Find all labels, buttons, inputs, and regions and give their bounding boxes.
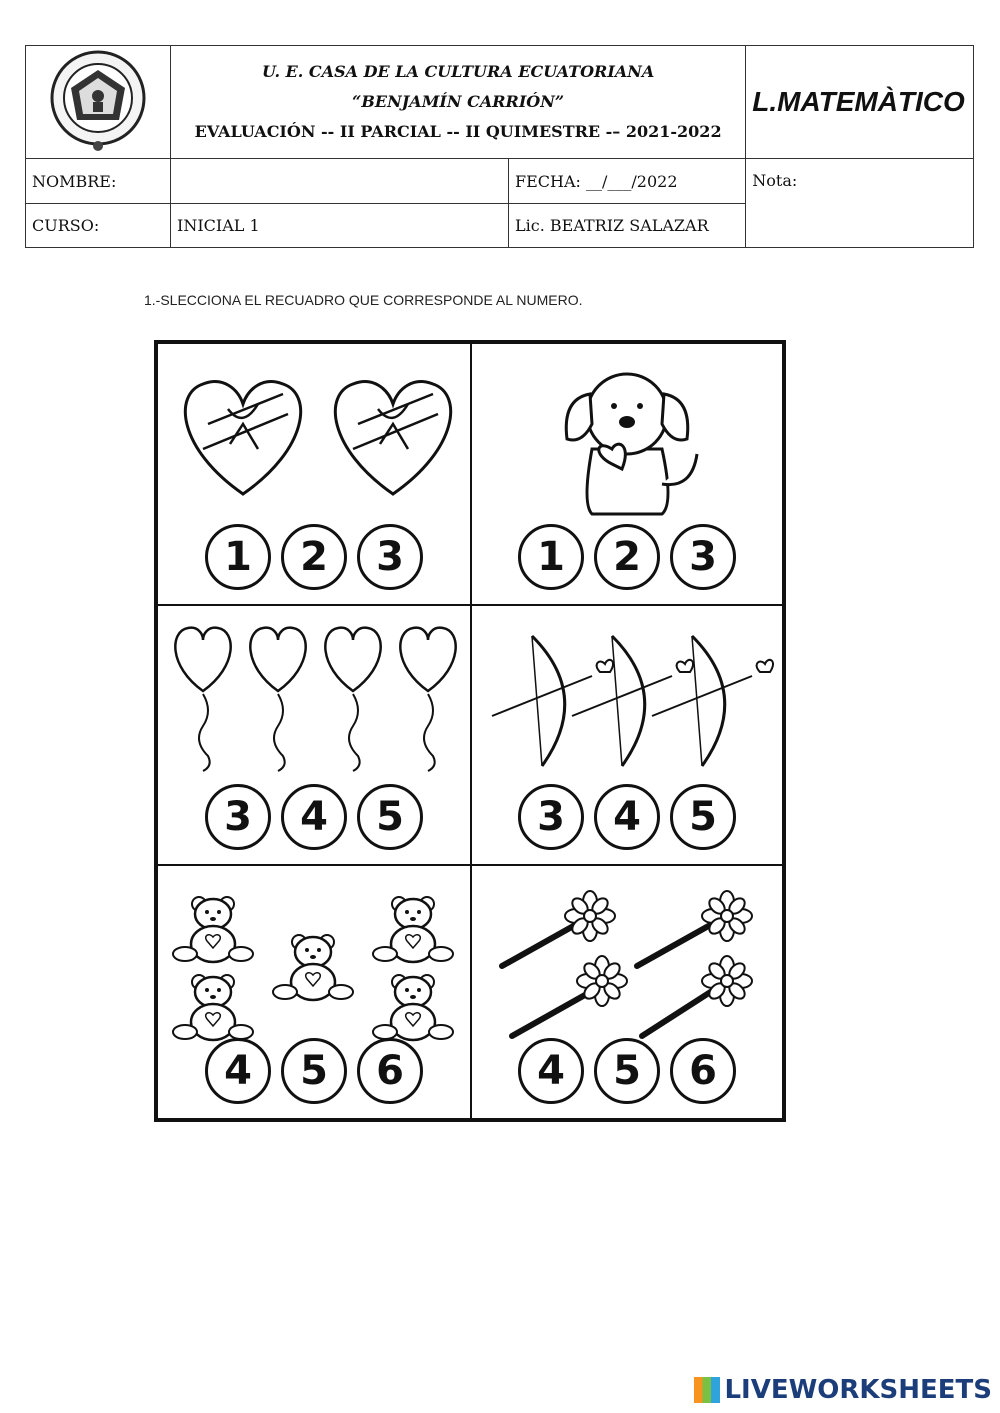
flower-icon xyxy=(482,876,774,1046)
number-option[interactable]: 5 xyxy=(670,784,736,850)
heart-balloon-icon xyxy=(168,616,462,786)
header-table xyxy=(25,45,974,248)
number-options xyxy=(158,524,470,590)
flowers-picture xyxy=(482,876,772,1046)
exam-title: EVALUACIÓN -- II PARCIAL -- II QUIMESTRE -– 2021-2022 xyxy=(194,122,722,141)
nombre-field[interactable] xyxy=(171,159,509,204)
number-option[interactable]: 4 xyxy=(281,784,347,850)
exercise-cell xyxy=(471,865,783,1119)
number-options xyxy=(472,1038,782,1104)
school-name: U. E. CASA DE LA CULTURA ECUATORIANA xyxy=(261,62,655,81)
number-option[interactable]: 5 xyxy=(281,1038,347,1104)
number-option[interactable]: 6 xyxy=(670,1038,736,1104)
nombre-label: NOMBRE: xyxy=(26,159,171,204)
instruction-text: 1.-SLECCIONA EL RECUADRO QUE CORRESPONDE AL NUMERO. xyxy=(144,292,583,308)
exercise-cell xyxy=(471,605,783,865)
puppy-picture xyxy=(482,354,772,524)
number-option[interactable]: 6 xyxy=(357,1038,423,1104)
number-option[interactable]: 1 xyxy=(518,524,584,590)
liveworksheets-logo-icon xyxy=(694,1377,720,1403)
bows-picture xyxy=(482,616,772,786)
nota-label: Nota: xyxy=(746,159,974,248)
fecha-label: FECHA: __/___/2022 xyxy=(509,159,746,204)
school-subname: “BENJAMÍN CARRIÓN” xyxy=(352,92,565,111)
number-option[interactable]: 3 xyxy=(357,524,423,590)
number-option[interactable]: 3 xyxy=(205,784,271,850)
number-option[interactable]: 3 xyxy=(518,784,584,850)
number-option[interactable]: 5 xyxy=(357,784,423,850)
number-options xyxy=(158,1038,470,1104)
teacher-name: Lic. BEATRIZ SALAZAR xyxy=(509,204,746,248)
liveworksheets-footer xyxy=(694,1375,992,1405)
exercise-cell xyxy=(471,343,783,605)
number-option[interactable]: 4 xyxy=(205,1038,271,1104)
cupid-bow-icon xyxy=(482,616,774,786)
number-option[interactable]: 3 xyxy=(670,524,736,590)
number-option[interactable]: 5 xyxy=(594,1038,660,1104)
number-option[interactable]: 2 xyxy=(281,524,347,590)
school-logo-cell xyxy=(26,46,171,159)
school-seal-icon xyxy=(39,48,157,153)
number-option[interactable]: 4 xyxy=(518,1038,584,1104)
number-option[interactable]: 4 xyxy=(594,784,660,850)
number-options xyxy=(472,524,782,590)
bears-picture xyxy=(168,876,460,1046)
puppy-icon xyxy=(482,354,774,524)
number-options xyxy=(472,784,782,850)
exercise-cell xyxy=(157,605,471,865)
school-title-cell xyxy=(171,46,746,159)
number-options xyxy=(158,784,470,850)
number-option[interactable]: 2 xyxy=(594,524,660,590)
brand-name: LIVEWORKSHEETS xyxy=(724,1375,992,1405)
balloons-picture xyxy=(168,616,460,786)
teddy-bear-icon xyxy=(168,876,462,1046)
heart-box-icon xyxy=(168,354,462,524)
subject-title: L.MATEMÀTICO xyxy=(746,46,974,159)
heart-box-picture xyxy=(168,354,460,524)
exercise-grid xyxy=(154,340,786,1122)
curso-value: INICIAL 1 xyxy=(171,204,509,248)
curso-label: CURSO: xyxy=(26,204,171,248)
number-option[interactable]: 1 xyxy=(205,524,271,590)
exercise-cell xyxy=(157,865,471,1119)
exercise-cell xyxy=(157,343,471,605)
